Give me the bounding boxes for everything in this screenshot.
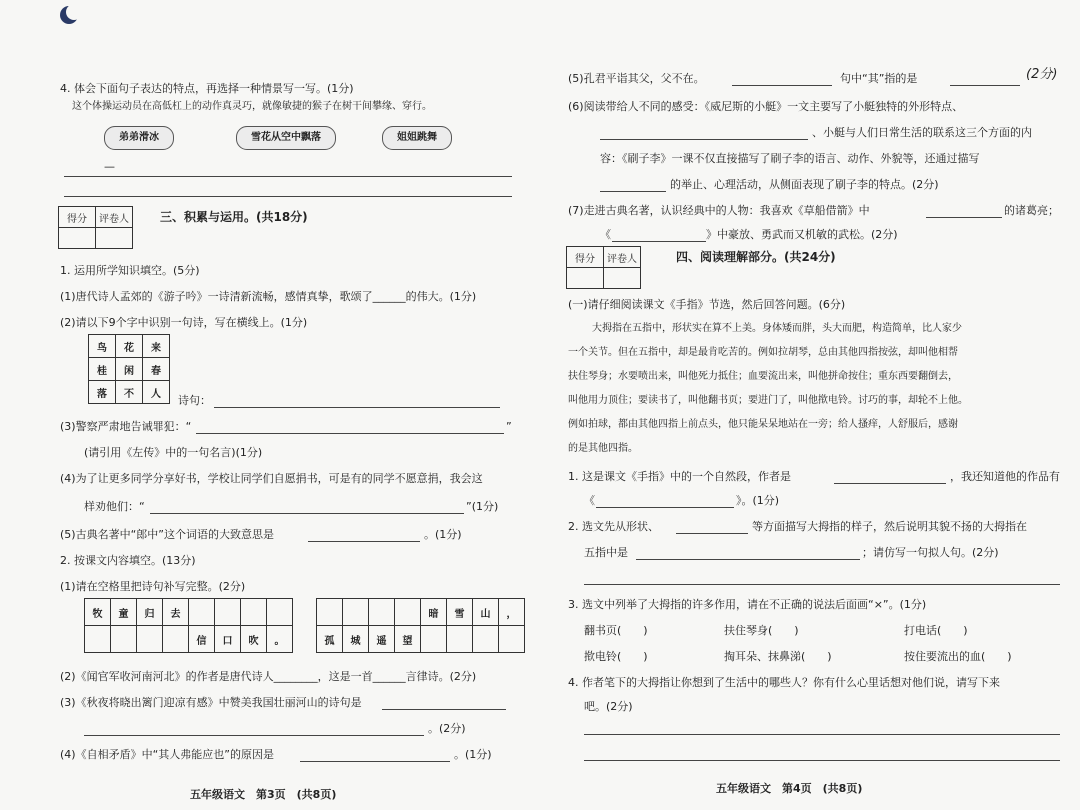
poem-label: 诗句： [178, 394, 211, 407]
q6-answer-line-2[interactable] [600, 191, 666, 192]
poem-cell[interactable]: 。 [267, 626, 293, 653]
passage-line: 大拇指在五指中，形状实在算不上美。身体矮而胖，头大而肥，构造简单，比人家少 [592, 323, 962, 334]
thumb-answer-line[interactable] [636, 559, 860, 560]
score-cell[interactable] [567, 268, 604, 289]
q4-example: 这个体操运动员在高低杠上的动作真灵巧，就像敏捷的猴子在树干间攀缘、穿行。 [72, 101, 432, 112]
s3-q1-4-prompt: 样劝他们：“ [84, 500, 145, 513]
poem-cell[interactable] [421, 626, 447, 653]
langzhong-answer-line[interactable] [308, 541, 420, 542]
q7-book-open: 《 [600, 228, 611, 241]
choice-item[interactable]: 翻书页( ) [584, 624, 648, 637]
poem-grid-1 [84, 598, 293, 653]
poem-cell[interactable] [317, 599, 343, 626]
quote-answer-line[interactable] [196, 433, 504, 434]
char-grid [88, 334, 170, 404]
r-q1-line-1: 1. 这是课文《手指》中的一个自然段，作者是 [568, 470, 791, 483]
page-footer: 五年级语文 第3页 (共8页) [190, 788, 337, 801]
poem-cell[interactable]: 城 [343, 626, 369, 653]
score-table [58, 206, 133, 249]
q7-line-2-end: 》中豪放、勇武而又机敏的武松。(2分) [706, 228, 898, 241]
s3-q1-3-note: (请引用《左传》中的一句名言)(1分) [84, 446, 263, 459]
poem-cell[interactable] [189, 599, 215, 626]
char-cell: 来 [143, 335, 170, 358]
q5-score: (2分) [1026, 67, 1058, 82]
s3-q2: 2. 按课文内容填空。(13分) [60, 554, 196, 567]
s3-q2-4-end: 。(1分) [454, 748, 492, 761]
exam-page-4 [540, 0, 1080, 810]
poem-cell[interactable] [111, 626, 137, 653]
poem-cell[interactable] [163, 626, 189, 653]
poem-cell[interactable]: ， [499, 599, 525, 626]
poem-cell[interactable]: 吹 [241, 626, 267, 653]
poem-cell[interactable]: 口 [215, 626, 241, 653]
char-cell: 不 [116, 381, 143, 404]
r-q2-line-1-end: 等方面描写大拇指的样子，然后说明其貌不扬的大拇指在 [752, 520, 1027, 533]
r-q1-line-2-end: 》。(1分) [736, 494, 780, 507]
works-answer-line[interactable] [596, 507, 734, 508]
page-footer: 五年级语文 第4页 (共8页) [716, 782, 863, 795]
passage-line: 例如拍球，都由其他四指上前点头，他只能呆呆地站在一旁；给人搔痒，人舒服后，感谢 [568, 419, 958, 430]
poem-line-answer-1[interactable] [382, 709, 506, 710]
answer-line [64, 176, 512, 177]
poem-cell[interactable]: 童 [111, 599, 137, 626]
char-cell: 落 [89, 381, 116, 404]
poem-answer-line[interactable] [214, 407, 500, 408]
contradiction-answer-line[interactable] [300, 761, 450, 762]
q7-line-1-end: 的诸葛亮； [1004, 204, 1059, 217]
aspect-answer-line[interactable] [676, 533, 748, 534]
q6-line-2: 、小艇与人们日常生活的联系这三个方面的内 [812, 126, 1032, 139]
r-q2-line-2-end: ；请仿写一句拟人句。(2分) [862, 546, 999, 559]
s3-q1-4-end: ”(1分) [466, 500, 499, 513]
q6-line-4: 的举止、心理活动，从侧面表现了刷子李的特点。(2分) [670, 178, 939, 191]
answer-line [64, 196, 512, 197]
persuade-answer-line[interactable] [150, 513, 464, 514]
char-cell: 春 [143, 358, 170, 381]
q4-title: 4. 体会下面句子表达的特点，再选择一种情景写一写。(1分) [60, 82, 354, 95]
s3-q1-2: (2)请以下9个字中识别一句诗，写在横线上。(1分) [60, 316, 308, 329]
poem-cell[interactable] [447, 626, 473, 653]
r-q4-line-1: 4. 作者笔下的大拇指让你想到了生活中的哪些人？你有什么心里话想对他们说，请写下来 [568, 676, 1000, 689]
char-cell: 花 [116, 335, 143, 358]
choice-item[interactable]: 揿电铃( ) [584, 650, 648, 663]
poem-cell[interactable] [215, 599, 241, 626]
moon-logo-icon [60, 6, 78, 24]
char-cell: 桂 [89, 358, 116, 381]
author-answer-line[interactable] [834, 483, 946, 484]
s3-q1-4: (4)为了让更多同学分享好书，学校让同学们自愿捐书，可是有的同学不愿意捐，我会这 [60, 472, 483, 485]
poem-cell[interactable]: 遥 [369, 626, 395, 653]
grader-cell[interactable] [96, 228, 133, 249]
score-head-score: 得分 [59, 207, 96, 228]
q4-blank-mark: — [104, 160, 115, 173]
q6-answer-line-1[interactable] [600, 139, 808, 140]
poem-grid-2 [316, 598, 525, 653]
q5-mid: 句中“其”指的是 [840, 72, 918, 85]
poem-cell[interactable] [343, 599, 369, 626]
option-badge-3: 姐姐跳舞 [382, 126, 452, 150]
passage-line: 的是其他四指。 [568, 443, 638, 454]
s3-q2-2: (2)《闻官军收河南河北》的作者是唐代诗人________，这是一首______言律诗。(2分) [60, 670, 477, 683]
poem-line-answer-2[interactable] [84, 735, 424, 736]
poem-cell[interactable] [473, 626, 499, 653]
section-3-title: 三、积累与运用。(共18分) [160, 210, 308, 224]
q5-answer-line-2[interactable] [950, 85, 1020, 86]
poem-cell[interactable] [267, 599, 293, 626]
r-q3: 3. 选文中列举了大拇指的许多作用，请在不正确的说法后面画“×”。(1分) [568, 598, 927, 611]
score-head-grader: 评卷人 [96, 207, 133, 228]
poem-cell[interactable]: 孤 [317, 626, 343, 653]
poem-cell[interactable]: 暗 [421, 599, 447, 626]
q5: (5)孔君平诣其父，父不在。 [568, 72, 705, 85]
section-4-title: 四、阅读理解部分。(共24分) [676, 250, 836, 264]
passage-line: 叫他用力顶住；要读书了，叫他翻书页；要进门了，叫他揿电铃。讨巧的事，却轮不上他。 [568, 395, 968, 406]
essay-answer-line[interactable] [584, 734, 1060, 735]
char-cell: 鸟 [89, 335, 116, 358]
poem-cell[interactable]: 望 [395, 626, 421, 653]
q6-line-3: 容：《刷子李》一课不仅直接描写了刷子李的语言、动作、外貌等，还通过描写 [600, 152, 980, 165]
score-head-score: 得分 [567, 247, 604, 268]
essay-answer-line[interactable] [584, 760, 1060, 761]
q7-answer-line-1[interactable] [926, 217, 1002, 218]
score-head-grader: 评卷人 [604, 247, 641, 268]
poem-cell[interactable] [395, 599, 421, 626]
s3-q2-3: (3)《秋夜将晓出篱门迎凉有感》中赞美我国壮丽河山的诗句是 [60, 696, 362, 709]
r-q1-book-open: 《 [584, 494, 595, 507]
score-table [566, 246, 641, 289]
poem-cell[interactable]: 去 [163, 599, 189, 626]
poem-cell[interactable]: 雪 [447, 599, 473, 626]
q6-line-1: (6)阅读带给人不同的感受：《威尼斯的小艇》一文主要写了小艇独特的外形特点、 [568, 100, 964, 113]
r-q2-line-2: 五指中是 [584, 546, 628, 559]
q7-answer-line-2[interactable] [612, 241, 706, 242]
poem-cell[interactable] [137, 626, 163, 653]
r-q2-line-1: 2. 选文先从形状、 [568, 520, 659, 533]
poem-cell[interactable]: 归 [137, 599, 163, 626]
option-badge-2: 雪花从空中飘落 [236, 126, 336, 150]
s3-q2-3-end: 。(2分) [428, 722, 466, 735]
option-badge-1: 弟弟滑冰 [104, 126, 174, 150]
personification-answer-line[interactable] [584, 584, 1060, 585]
s3-q1: 1. 运用所学知识填空。(5分) [60, 264, 200, 277]
poem-cell[interactable]: 信 [189, 626, 215, 653]
choice-item[interactable]: 打电话( ) [904, 624, 968, 637]
choice-item[interactable]: 按住要流出的血( ) [904, 650, 1012, 663]
r-q4-line-2: 吧。(2分) [584, 700, 633, 713]
grader-cell[interactable] [604, 268, 641, 289]
r-q1-line-1-end: ，我还知道他的作品有 [950, 470, 1060, 483]
s3-q1-5: (5)古典名著中“郎中”这个词语的大致意思是 [60, 528, 274, 541]
poem-cell[interactable] [85, 626, 111, 653]
s3-q1-3: (3)警察严肃地告诫罪犯：“ [60, 420, 192, 433]
score-cell[interactable] [59, 228, 96, 249]
char-cell: 闲 [116, 358, 143, 381]
s3-q1-1: (1)唐代诗人孟郊的《游子吟》一诗清新流畅，感情真挚，歌颂了______的伟大。(1分) [60, 290, 477, 303]
s3-q1-5-end: 。(1分) [424, 528, 462, 541]
choice-item[interactable]: 扶住琴身( ) [724, 624, 799, 637]
poem-cell[interactable] [369, 599, 395, 626]
char-cell: 人 [143, 381, 170, 404]
poem-cell[interactable] [241, 599, 267, 626]
q7-line-1: (7)走进古典名著，认识经典中的人物：我喜欢《草船借箭》中 [568, 204, 870, 217]
choice-item[interactable]: 掏耳朵、抹鼻涕( ) [724, 650, 832, 663]
quote-end-mark: ” [506, 420, 512, 433]
passage-line: 扶住琴身；水要喷出来，叫他死力抵住；血要流出来，叫他拼命按住；重东西要翻倒去， [568, 371, 958, 382]
part-1-title: (一)请仔细阅读课文《手指》节选，然后回答问题。(6分) [568, 298, 846, 311]
poem-cell[interactable] [499, 626, 525, 653]
q5-answer-line-1[interactable] [732, 85, 832, 86]
s3-q2-4: (4)《自相矛盾》中“其人弗能应也”的原因是 [60, 748, 274, 761]
poem-cell[interactable]: 牧 [85, 599, 111, 626]
passage-line: 一个关节。但在五指中，却是最肯吃苦的。例如拉胡琴，总由其他四指按弦，却叫他相帮 [568, 347, 958, 358]
poem-cell[interactable]: 山 [473, 599, 499, 626]
s3-q2-1: (1)请在空格里把诗句补写完整。(2分) [60, 580, 246, 593]
